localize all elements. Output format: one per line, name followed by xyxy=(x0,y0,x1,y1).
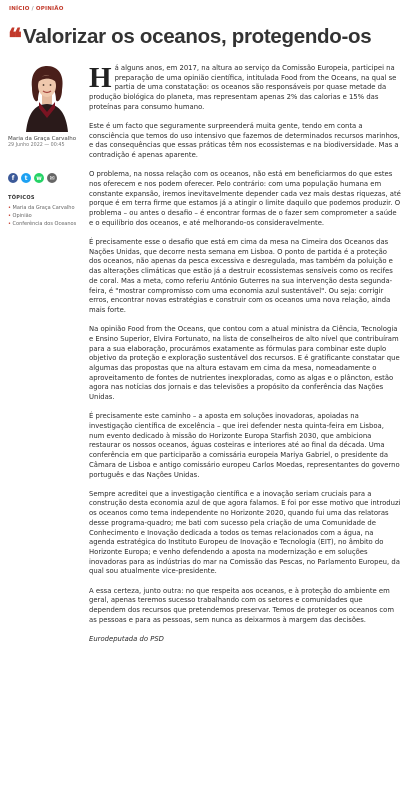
topic-link[interactable]: • Opinião xyxy=(8,213,90,219)
article-paragraph: A essa certeza, junto outra: no que respeita aos oceanos, e à proteção do ambiente em geral, apenas teremos sucesso trabalhando com os setores e comunidades que dependem dos recursos que pretendemos preservar. Temos de proteger os oceanos com as pessoas e para as pessoas, sem nunca as deixarmos à margem das decisões. xyxy=(89,586,394,624)
page-title-text: Valorizar os oceanos, protegendo-os xyxy=(23,25,372,48)
author-portrait-icon xyxy=(12,60,82,132)
article-paragraph: É precisamente este caminho – a aposta em soluções inovadoras, apoiadas na investigação científica de excelência – que irei defender nesta quinta-feira em Lisboa, num evento dedicado à missão do Horizonte Europa Starfish 2030, que ambiciona restaurar os nossos oceanos, águas costeiras e interiores até ao final da década. Uma conferência em que participarão a comissária europeia Mariya Gabriel, o presidente da Câmara de Lisboa e antigo comissário europeu Carlos Moedas, representantes do governo português e das Nações Unidas. xyxy=(89,412,400,479)
facebook-share-button[interactable] xyxy=(8,173,18,183)
quote-icon: ❝ xyxy=(8,24,19,53)
paragraph-text: á alguns anos, em 2017, na altura ao serviço da Comissão Europeia, participei na preparação de uma opinião científica, intitulada Food from the Oceans, na qual se partia de uma constatação: os oceanos são responsáveis por quase metade da produção biológica do planeta, mas representam apenas 2% das calorias e 15% das proteínas para consumo humano. xyxy=(89,64,397,111)
topic-link[interactable]: • Conferência dos Oceanos xyxy=(8,221,90,227)
page-title xyxy=(8,24,408,54)
topic-link[interactable]: • Maria da Graça Carvalho xyxy=(8,205,90,211)
whatsapp-share-button[interactable] xyxy=(34,173,44,183)
article-paragraph: Este é um facto que seguramente surpreenderá muita gente, tendo em conta a consciência que temos do uso intensivo que fazemos de determinados recursos marinhos, e das consequências que essas práticas têm nos ecossistemas e na biodiversidade. Mas a contradição é apenas aparente. xyxy=(89,122,400,160)
breadcrumb-separator: / xyxy=(31,6,34,12)
share-buttons xyxy=(8,173,90,183)
article-paragraph: Na opinião Food from the Oceans, que contou com a atual ministra da Ciência, Tecnologia e Ensino Superior, Elvira Fortunato, na lista de conselheiros de alto nível que contribuíram para a sua elaboração, procurámos exatamente as fórmulas para combinar este duplo objetivo da proteção e exploração sustentável dos recursos. E é gratificante constatar que algumas das propostas que na altura estavam em cima da mesa, nomeadamente o aproveitamento de fontes de nutrientes inexploradas, como as algas e o plâncton, estão agora nas notícias dos jornais e das televisões a propósito da conferência das Nações Unidas. xyxy=(89,325,400,402)
article-paragraph: O problema, na nossa relação com os oceanos, não está em beneficiarmos do que estes nos oferecem e nos podem oferecer. Pelo contrário: com uma população humana em constante expansão, iremos inevitavelmente depender cada vez mais destas riquezas, até porque é em terra firme que estamos já a atingir o limite daquilo que podemos produzir. O problema – ou antes o desafio – é encontrar formas de o fazer sem comprometer a saúde e o equilíbrio dos oceanos, e até melhorando-os consideravelmente. xyxy=(89,170,401,227)
email-share-button[interactable] xyxy=(47,173,57,183)
author-name[interactable]: Maria da Graça Carvalho xyxy=(8,136,77,142)
breadcrumb-section-link[interactable]: OPINIÃO xyxy=(35,6,64,12)
breadcrumb-home-link[interactable]: INÍCIO xyxy=(9,6,30,12)
article-paragraph: Sempre acreditei que a investigação científica e a inovação seriam cruciais para a construção desta economia azul de que agora falamos. E foi por esse motivo que introduzi os oceanos como tema independente no Horizonte 2020, quando fui uma das relatoras desse programa-quadro; me bati com sucesso pela criação de uma Comunidade de Conhecimento e Inovação dedicada a todos os temas relacionados com a água, na agenda estratégica do Instituto Europeu de Inovação e Tecnologia (EIT), no âmbito do Horizonte Europa; e venho defendendo a aposta na modernização e em soluções inovadoras para as indústrias do mar na Comissão das Pescas, no Parlamento Europeu, da qual sou atualmente vice-presidente. xyxy=(89,489,401,576)
twitter-icon: t xyxy=(24,174,28,182)
facebook-icon: f xyxy=(11,174,15,182)
author-signature: Eurodeputada do PSD xyxy=(89,634,164,643)
twitter-share-button[interactable] xyxy=(21,173,31,183)
article-paragraph xyxy=(89,64,401,113)
mail-icon: ✉ xyxy=(49,174,55,182)
topics-list xyxy=(8,205,90,227)
drop-cap: H xyxy=(89,62,112,94)
breadcrumb xyxy=(9,6,64,12)
sidebar xyxy=(8,60,90,229)
whatsapp-icon: w xyxy=(36,174,42,182)
title-row xyxy=(8,24,408,54)
topics-heading: TÓPICOS xyxy=(8,195,35,201)
author-photo xyxy=(12,60,82,132)
article-paragraph: É precisamente esse o desafio que está em cima da mesa na Cimeira dos Oceanos das Nações Unidas, que decorre nesta semana em Lisboa. O ponto de partida é a proteção dos oceanos, não apenas da pesca excessiva e desregulada, mas também da poluição e das alterações climáticas que estão já a destruir ecossistemas sensíveis como os recifes de coral. Mas a meta, como referiu António Guterres na sua intervenção desta segunda-feira, é "mostrar compromisso com uma economia azul sustentável". Ou seja: corrigir erros, encontrar novas estratégias e construir com os oceanos uma nova relação, ainda mais forte. xyxy=(89,238,393,314)
publish-date: 29 Junho 2022 — 00:45 xyxy=(8,143,65,148)
article-body xyxy=(89,64,401,654)
